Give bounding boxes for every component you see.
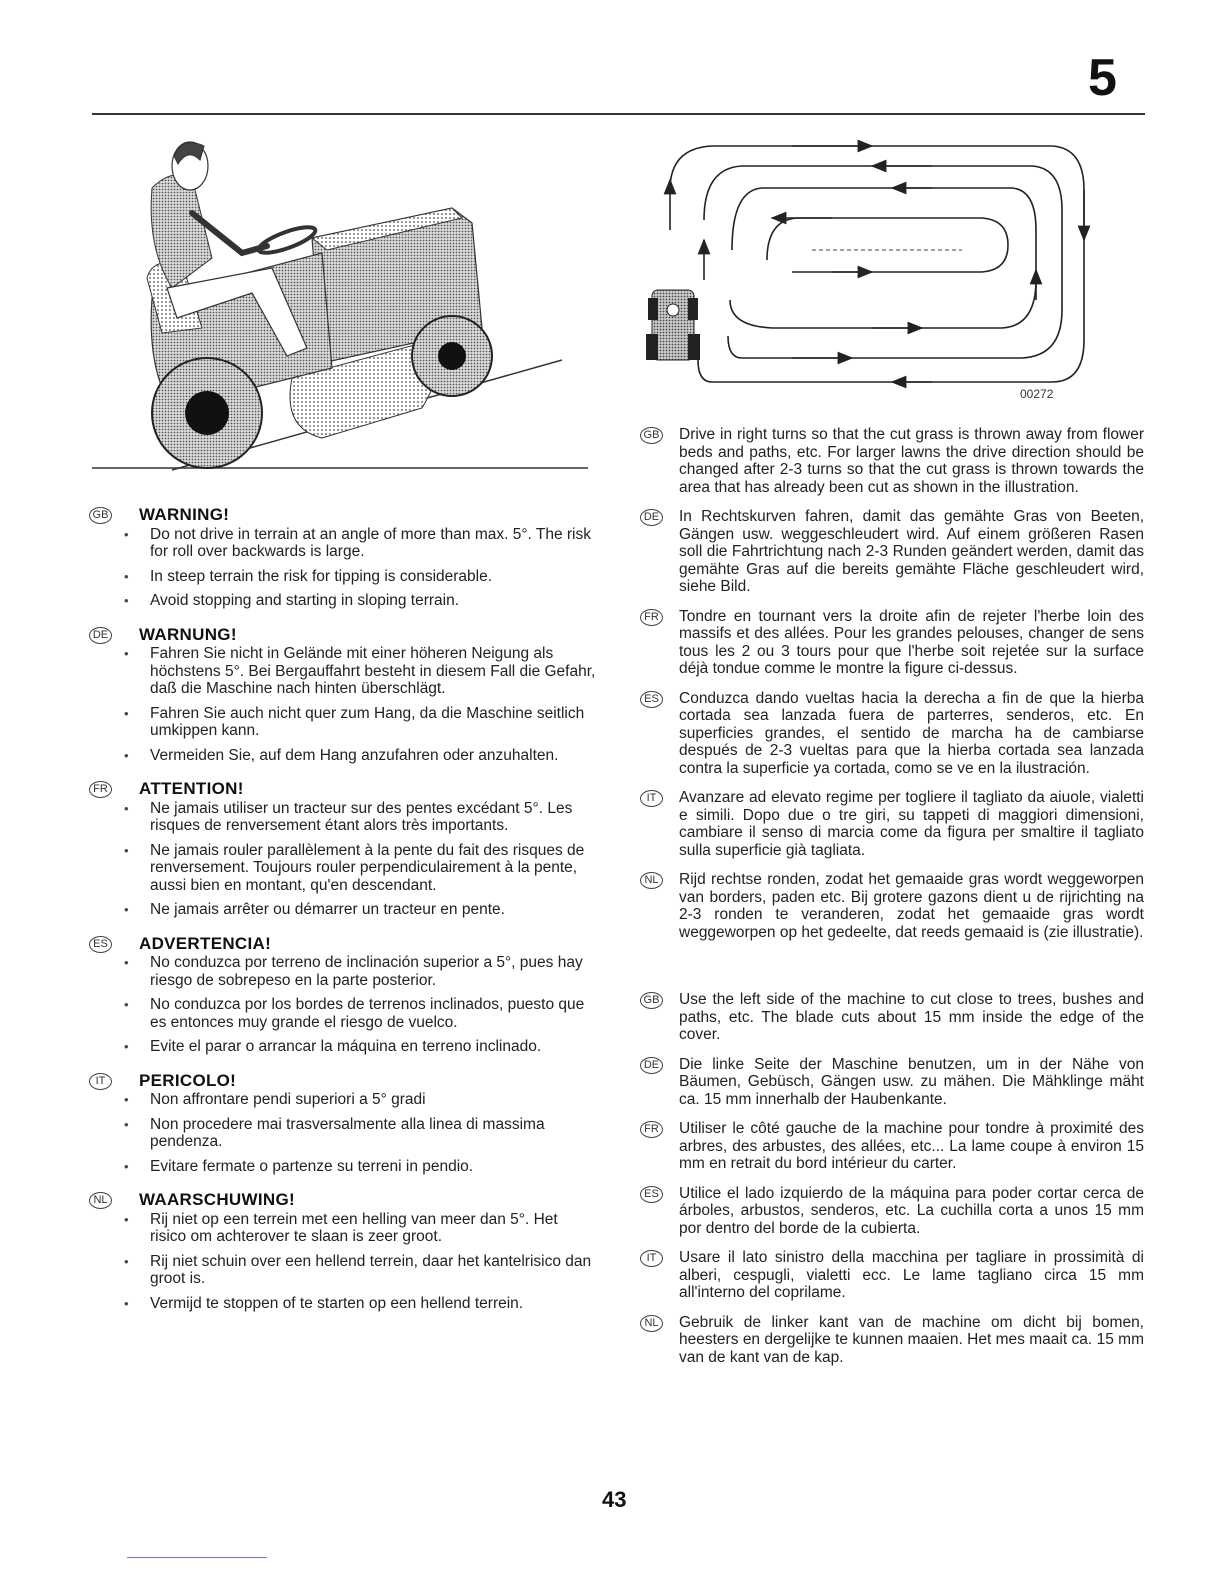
instruction-paragraph [640, 789, 1144, 859]
instruction-text: Tondre en tournant vers la droite afin de rejeter l'herbe loin des massifs et des allées. Pour les grandes pelouses, changer de sens tous les 2 ou 3 tours pour que l'herbe soit rejetée sur la surface déjà tondue comme le montre la figure ci-dessus. [679, 607, 1144, 677]
warning-section [88, 780, 596, 919]
warning-list [150, 1211, 596, 1313]
warning-item: • Fahren Sie auch nicht quer zum Hang, da die Maschine seitlich umkippen kann. [150, 705, 596, 740]
instruction-text: Conduzca dando vueltas hacia la derecha a fin de que la hierba cortada sea lanzada fuera de parterres, senderos, etc. En superficies grandes, el sentido de marcha ha de cambiarse después de 2-3 vueltas para que la hierba cortada sea lanzada contra la superficie ya cortada, como se ve en la ilustración. [679, 689, 1144, 777]
tractor-icon [646, 290, 700, 360]
warning-item: • Vermijd te stoppen of te starten op een hellend terrein. [150, 1295, 596, 1313]
instruction-paragraph [640, 871, 1144, 941]
pass-inner [767, 218, 1008, 272]
warning-column [88, 506, 596, 1328]
warning-section [88, 1191, 596, 1312]
warning-title: WARNING! [139, 505, 230, 524]
instruction-text: Avanzare ad elevato regime per togliere il tagliato da aiuole, vialetti e simili. Dopo due o tre giri, su tappeti di maggiori dimensioni, cambiare il senso di marcia come da figura per smaltire il tagliato sulla superficie già tagliata. [679, 789, 1144, 859]
mowing-pattern-diagram [632, 130, 1102, 408]
warning-title: WAARSCHUWING! [139, 1190, 295, 1209]
figure-code: 00272 [1020, 387, 1054, 401]
header-rule [92, 113, 1145, 115]
warning-item: • Avoid stopping and starting in sloping terrain. [150, 592, 596, 610]
instruction-paragraph [640, 1120, 1144, 1173]
language-badge: DE [89, 627, 112, 644]
language-badge: ES [89, 936, 112, 953]
warning-section [88, 506, 596, 610]
instruction-text: Drive in right turns so that the cut grass is thrown away from flower beds and paths, etc. For larger lawns the drive direction should be changed after 2-3 turns so that the cut grass is thrown towards the area that has already been cut as shown in the illustration. [679, 426, 1144, 496]
warning-item: • In steep terrain the risk for tipping is considerable. [150, 568, 596, 586]
language-badge: FR [640, 1121, 663, 1138]
warning-item: • Non procedere mai trasversalmente alla linea di massima pendenza. [150, 1116, 596, 1151]
instruction-paragraph [640, 1314, 1144, 1367]
instruction-paragraph [640, 1185, 1144, 1238]
language-badge: GB [640, 992, 663, 1009]
language-badge: ES [640, 691, 663, 708]
warning-list [150, 800, 596, 919]
instruction-paragraph [640, 1056, 1144, 1109]
warning-section [88, 935, 596, 1056]
tractor-slope-illustration [92, 128, 592, 476]
language-badge: GB [89, 507, 112, 524]
warning-section [88, 1072, 596, 1176]
warning-item: • Ne jamais rouler parallèlement à la pente du fait des risques de renversement. Toujours rouler perpendiculairement à la pente, aussi bien en montant, qu'en descendant. [150, 842, 596, 895]
language-badge: DE [640, 509, 663, 526]
language-badge: FR [89, 781, 112, 798]
instruction-column [640, 426, 1144, 1378]
warning-title: PERICOLO! [139, 1070, 237, 1090]
front-hub [438, 342, 466, 370]
language-badge: IT [640, 790, 663, 807]
warning-item: • Rij niet op een terrein met een helling van meer dan 5°. Het risico om achterover te slaan is zeer groot. [150, 1211, 596, 1246]
instruction-paragraph [640, 508, 1144, 596]
warning-item: • Evitare fermate o partenze su terreni in pendio. [150, 1158, 596, 1176]
instruction-paragraph [640, 1249, 1144, 1302]
language-badge: NL [89, 1192, 112, 1209]
page-number: 43 [602, 1487, 627, 1512]
warning-list [150, 645, 596, 764]
warning-title: ADVERTENCIA! [139, 933, 272, 953]
warning-list [150, 526, 596, 610]
pass-3 [730, 188, 1036, 328]
instruction-text: In Rechtskurven fahren, damit das gemähte Gras von Beeten, Gängen usw. weggeschleudert wird. Auf einem größeren Rasen soll die Fahrtrichtung nach 2-3 Runden geändert werden, damit das gemähte Gras auf die bereits gemähte Fläche geschleudert wird, siehe Bild. [679, 508, 1144, 595]
warning-list [150, 954, 596, 1056]
warning-item: • Do not drive in terrain at an angle of more than max. 5°. The risk for roll over backwards is large. [150, 526, 596, 561]
language-badge: GB [640, 427, 663, 444]
instruction-text: Utilice el lado izquierdo de la máquina para poder cortar cerca de árboles, arbustos, senderos, etc. La cuchilla corta a unos 15 mm por dentro del borde de la cubierta. [679, 1184, 1144, 1237]
warning-item: • Vermeiden Sie, auf dem Hang anzufahren oder anzuhalten. [150, 747, 596, 765]
warning-item: • Evite el parar o arrancar la máquina en terreno inclinado. [150, 1038, 596, 1056]
instruction-paragraph [640, 991, 1144, 1044]
language-badge: DE [640, 1057, 663, 1074]
group-spacer [640, 953, 1144, 991]
instruction-text: Rijd rechtse ronden, zodat het gemaaide gras wordt weggeworpen van borders, paden etc. Bij grotere gazons dient u de rijrichting na 2-3 ronden te veranderen, zodat het gemaaide gras wordt weggeworpen op het gedeelte, dat reeds gemaaid is (zie illustratie). [679, 871, 1144, 941]
instruction-paragraph [640, 426, 1144, 496]
instruction-paragraph [640, 690, 1144, 778]
language-badge: NL [640, 872, 663, 889]
chapter-number: 5 [1088, 49, 1117, 107]
instruction-text: Die linke Seite der Maschine benutzen, um in der Nähe von Bäumen, Gebüsch, Gängen usw. zu mähen. Die Mähklinge mäht ca. 15 mm innerhalb der Haubenkante. [679, 1055, 1144, 1108]
footer-rule [127, 1557, 267, 1558]
warning-section [88, 626, 596, 765]
instruction-text: Gebruik de linker kant van de machine om dicht bij bomen, heesters en dergelijke te kunnen maaien. Het mes maait ca. 15 mm van de kant van de kap. [679, 1313, 1144, 1366]
language-badge: IT [89, 1073, 112, 1090]
instruction-text: Usare il lato sinistro della macchina per tagliare in prossimità di alberi, cespugli, vialetti ecc. Le lame tagliano circa 15 mm all'interno del coprilame. [679, 1249, 1144, 1301]
warning-list [150, 1091, 596, 1175]
warning-title: ATTENTION! [139, 779, 244, 798]
language-badge: ES [640, 1186, 663, 1203]
warning-title: WARNUNG! [139, 624, 237, 644]
instruction-text: Use the left side of the machine to cut close to trees, bushes and paths, etc. The blade cuts about 15 mm inside the edge of the cover. [679, 991, 1144, 1043]
warning-item: • Ne jamais arrêter ou démarrer un tracteur en pente. [150, 901, 596, 919]
language-badge: IT [640, 1250, 663, 1267]
warning-item: • No conduzca por terreno de inclinación superior a 5°, pues hay riesgo de sobrepeso en la parte posterior. [150, 954, 596, 989]
language-badge: NL [640, 1315, 663, 1332]
warning-item: • Fahren Sie nicht in Gelände mit einer höheren Neigung als höchstens 5°. Bei Bergauffahrt besteht in diesem Fall die Gefahr, daß die Maschine nach hinten überschlägt. [150, 645, 596, 698]
steering-wheel [256, 222, 318, 258]
warning-item: • Non affrontare pendi superiori a 5° gradi [150, 1091, 596, 1109]
language-badge: FR [640, 609, 663, 626]
pass-outer [670, 146, 1084, 382]
warning-item: • Rij niet schuin over een hellend terrein, daar het kantelrisico dan groot is. [150, 1253, 596, 1288]
instruction-paragraph [640, 608, 1144, 678]
pass-2 [704, 166, 1062, 358]
rear-hub [185, 391, 229, 435]
warning-item: • Ne jamais utiliser un tracteur sur des pentes excédant 5°. Les risques de renversement étant alors très importants. [150, 800, 596, 835]
instruction-text: Utiliser le côté gauche de la machine pour tondre à proximité des arbres, des arbustes, des allées, etc... La lame coupe à environ 15 mm en retrait du bord intérieur du carter. [679, 1120, 1144, 1172]
warning-item: • No conduzca por los bordes de terrenos inclinados, puesto que es entonces muy grande el riesgo de vuelco. [150, 996, 596, 1031]
